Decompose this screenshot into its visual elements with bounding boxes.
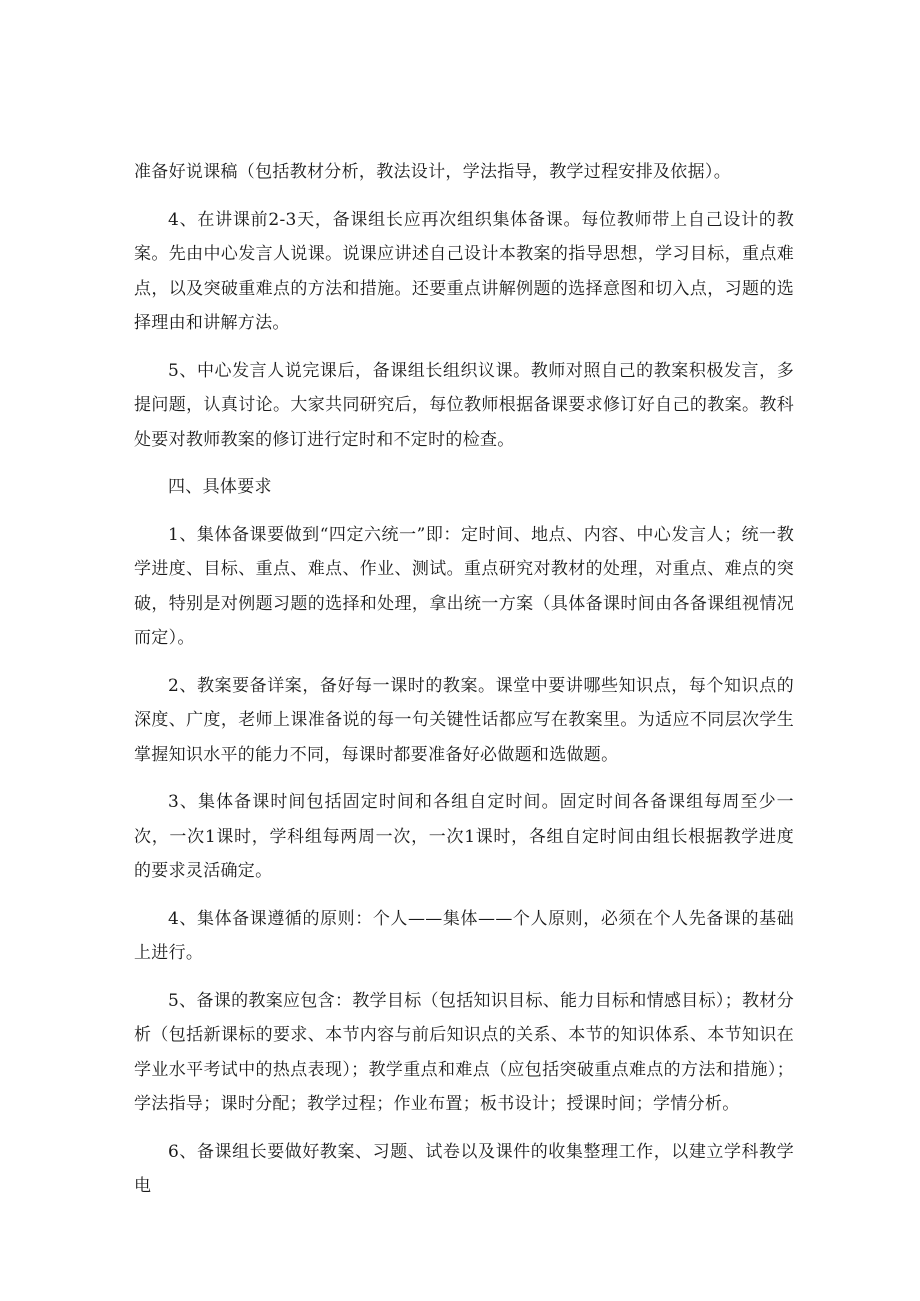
paragraph-step-4: 4、在讲课前2-3天，备课组长应再次组织集体备课。每位教师带上自己设计的教案。先由中心发言人说课。说课应讲述自己设计本教案的指导思想，学习目标，重点难点，以及突破重难点的方法和措施。还要重点讲解例题的选择意图和切入点，习题的选择理由和讲解方法。 (134, 209, 794, 333)
section-heading-requirements: 四、具体要求 (168, 477, 272, 497)
paragraph-continuation: 准备好说课稿（包括教材分析，教法设计，学法指导，教学过程安排及依据）。 (134, 162, 731, 182)
document-body (134, 155, 794, 1217)
paragraph-requirement-6: 6、备课组长要做好教案、习题、试卷以及课件的收集整理工作，以建立学科教学电 (134, 1141, 794, 1196)
paragraph-requirement-4: 4、集体备课遵循的原则：个人——集体——个人原则，必须在个人先备课的基础上进行。 (134, 908, 794, 963)
paragraph-requirement-1: 1、集体备课要做到“四定六统一”即：定时间、地点、内容、中心发言人；统一教学进度、目标、重点、难点、作业、测试。重点研究对教材的处理，对重点、难点的突破，特别是对例题习题的选择和处理，拿出统一方案（具体备课时间由各备课组视情况而定）。 (134, 524, 794, 648)
paragraph-requirement-2: 2、教案要备详案，备好每一课时的教案。课堂中要讲哪些知识点，每个知识点的深度、广度，老师上课准备说的每一句关键性话都应写在教案里。为适应不同层次学生掌握知识水平的能力不同，每课时都要准备好必做题和选做题。 (134, 675, 794, 765)
paragraph-requirement-5: 5、备课的教案应包含：教学目标（包括知识目标、能力目标和情感目标）；教材分析（包括新课标的要求、本节内容与前后知识点的关系、本节的知识体系、本节知识在学业水平考试中的热点表现）；教学重点和难点（应包括突破重点难点的方法和措施）；学法指导；课时分配；教学过程；作业布置；板书设计；授课时间；学情分析。 (134, 990, 794, 1114)
paragraph-step-5: 5、中心发言人说完课后，备课组长组织议课。教师对照自己的教案积极发言，多提问题，认真讨论。大家共同研究后，每位教师根据备课要求修订好自己的教案。教科处要对教师教案的修订进行定时和不定时的检查。 (134, 360, 794, 450)
paragraph-requirement-3: 3、集体备课时间包括固定时间和各组自定时间。固定时间各备课组每周至少一次，一次1课时，学科组每两周一次，一次1课时，各组自定时间由组长根据教学进度的要求灵活确定。 (134, 792, 794, 881)
